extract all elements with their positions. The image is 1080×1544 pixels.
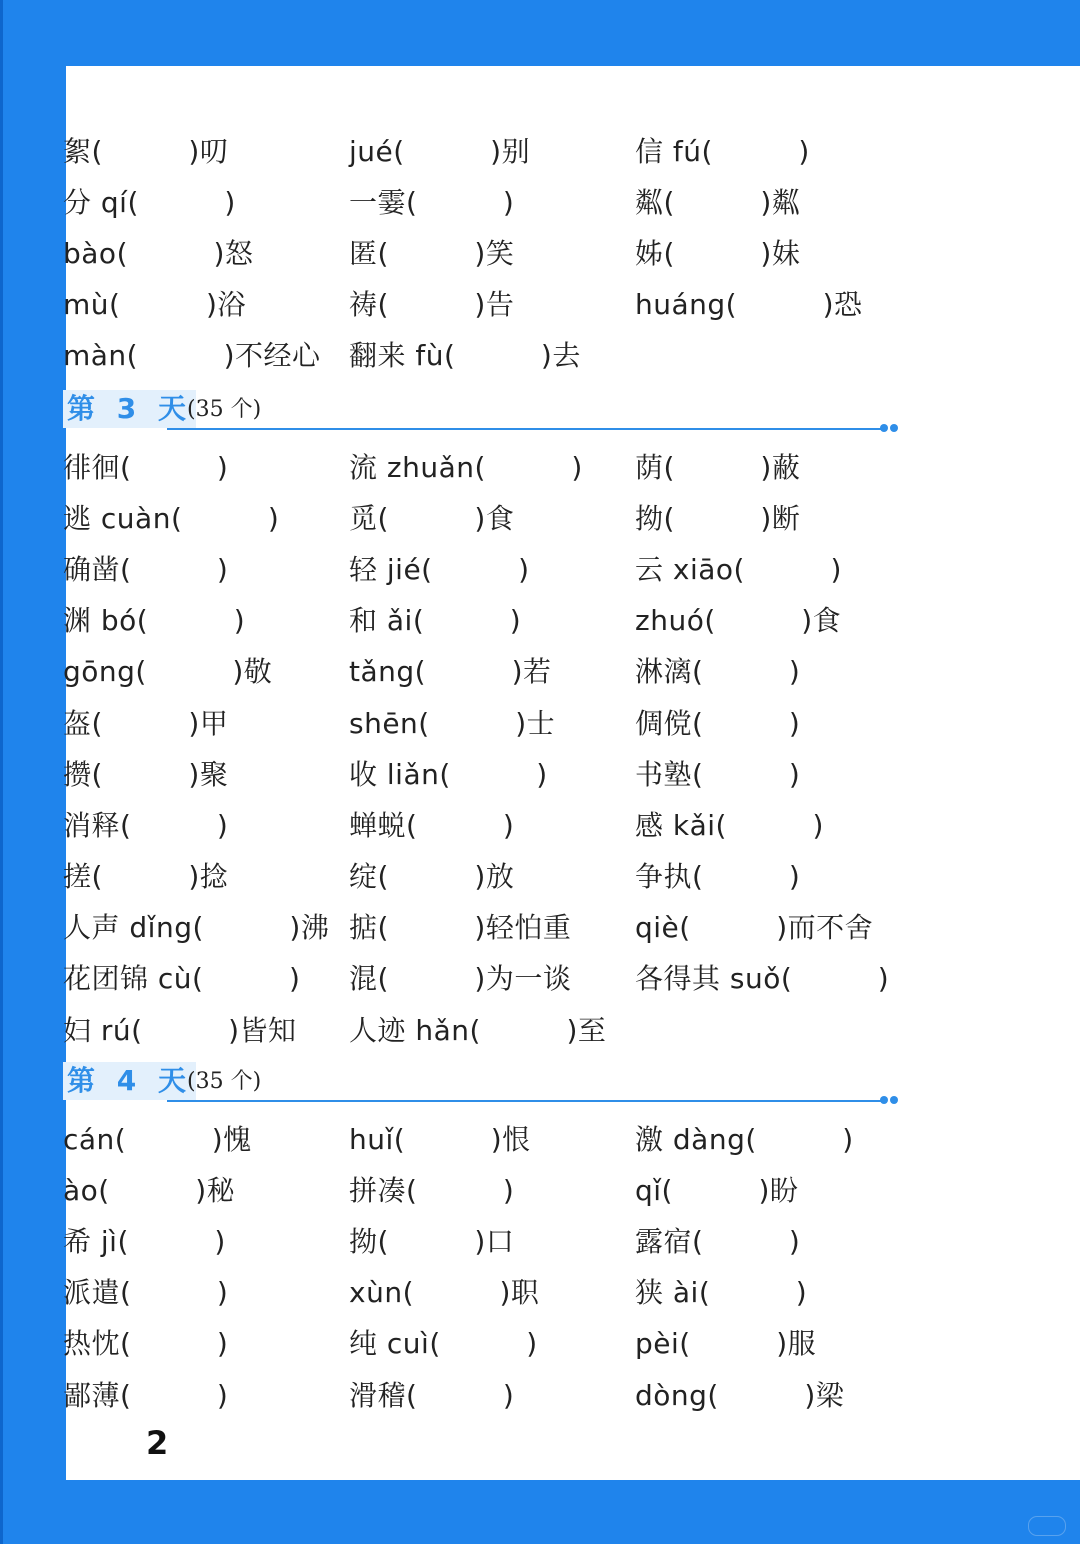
word-item: 露宿( ) <box>635 1224 801 1258</box>
word-row <box>63 1214 943 1265</box>
word-item: 感 kǎi( ) <box>635 808 824 842</box>
word-item: 各得其 suǒ( ) <box>635 962 890 996</box>
word-row <box>63 491 943 542</box>
word-item: qǐ( )盼 <box>635 1173 799 1207</box>
word-item: 云 xiāo( ) <box>635 552 842 586</box>
word-grid-day3 <box>63 440 943 1054</box>
word-item: ào( )秘 <box>63 1173 236 1207</box>
word-item: 纯 cuì( ) <box>349 1327 538 1361</box>
word-item: 和 ǎi( ) <box>349 604 522 638</box>
word-item: 渊 bó( ) <box>63 604 246 638</box>
word-item: 人声 dǐng( )沸 <box>63 911 330 945</box>
word-row <box>63 952 943 1003</box>
word-item: 拗( )断 <box>635 501 801 535</box>
word-item: zhuó( )食 <box>635 604 842 638</box>
word-grid-continued <box>63 124 943 380</box>
section-count: (35 个) <box>187 1069 262 1094</box>
word-item: 拗( )口 <box>349 1224 515 1258</box>
word-item: jué( )别 <box>349 134 531 168</box>
word-item: shēn( )士 <box>349 706 556 740</box>
word-item: 花团锦 cù( ) <box>63 962 301 996</box>
word-item: 绽( )放 <box>349 860 515 894</box>
word-item: 消释( ) <box>63 808 229 842</box>
word-row <box>63 594 943 645</box>
word-item: 鄙薄( ) <box>63 1378 229 1412</box>
word-item: 搓( )捻 <box>63 860 229 894</box>
word-row <box>63 278 943 329</box>
word-item: 粼( )粼 <box>635 185 801 219</box>
word-item: xùn( )职 <box>349 1276 540 1310</box>
word-item: 滑稽( ) <box>349 1378 515 1412</box>
word-item: 攒( )聚 <box>63 757 229 791</box>
word-item: qiè( )而不舍 <box>635 911 874 945</box>
divider-dots-icon <box>880 1096 900 1106</box>
word-item: 一霎( ) <box>349 185 515 219</box>
word-item: 确凿( ) <box>63 552 229 586</box>
word-item: dòng( )梁 <box>635 1378 845 1412</box>
word-item: 倜傥( ) <box>635 706 801 740</box>
word-row <box>63 440 943 491</box>
word-row <box>63 1112 943 1163</box>
word-item: huáng( )恐 <box>635 288 863 322</box>
word-item: 流 zhuǎn( ) <box>349 450 583 484</box>
word-item: 人迹 hǎn( )至 <box>349 1013 607 1047</box>
word-item: gōng( )敬 <box>63 655 273 689</box>
word-item: mù( )浴 <box>63 288 246 322</box>
section-divider <box>167 428 886 430</box>
word-item: huǐ( )恨 <box>349 1122 531 1156</box>
word-item: 书塾( ) <box>635 757 801 791</box>
word-row <box>63 696 943 747</box>
word-grid-day4 <box>63 1112 943 1419</box>
word-item: 絮( )叨 <box>63 134 229 168</box>
divider-dots-icon <box>880 424 900 434</box>
word-row <box>63 645 943 696</box>
word-row <box>63 850 943 901</box>
word-item: 祷( )告 <box>349 288 515 322</box>
word-item: 激 dàng( ) <box>635 1122 854 1156</box>
word-item: 分 qí( ) <box>63 185 236 219</box>
section-title: 第 4 天 <box>63 1062 196 1100</box>
word-item: cán( )愧 <box>63 1122 252 1156</box>
word-item: 混( )为一谈 <box>349 962 572 996</box>
word-row <box>63 1368 943 1419</box>
word-item: 狭 ài( ) <box>635 1276 808 1310</box>
watermark-badge <box>1028 1516 1066 1536</box>
word-item: 信 fú( ) <box>635 134 810 168</box>
section-divider <box>167 1100 886 1102</box>
word-row <box>63 329 943 380</box>
word-item: 争执( ) <box>635 860 801 894</box>
word-item: 妇 rú( )皆知 <box>63 1013 297 1047</box>
section-header-day4 <box>63 1062 886 1102</box>
word-item: 希 jì( ) <box>63 1224 226 1258</box>
word-item: 掂( )轻怕重 <box>349 911 572 945</box>
word-item: bào( )怒 <box>63 236 254 270</box>
word-item: 逃 cuàn( ) <box>63 501 280 535</box>
word-row <box>63 1266 943 1317</box>
word-row <box>63 1003 943 1054</box>
word-item: 荫( )蔽 <box>635 450 801 484</box>
word-item: 翻来 fù( )去 <box>349 339 581 373</box>
word-row <box>63 901 943 952</box>
word-item: tǎng( )若 <box>349 655 552 689</box>
word-item: 姊( )妹 <box>635 236 801 270</box>
word-item: 蝉蜕( ) <box>349 808 515 842</box>
section-title: 第 3 天 <box>63 390 196 428</box>
word-item: 热忱( ) <box>63 1327 229 1361</box>
section-header-day3 <box>63 390 886 430</box>
word-row <box>63 542 943 593</box>
word-item: pèi( )服 <box>635 1327 817 1361</box>
word-item: 淋漓( ) <box>635 655 801 689</box>
word-item: 收 liǎn( ) <box>349 757 548 791</box>
word-item: 觅( )食 <box>349 501 515 535</box>
frame-edge <box>0 0 3 1544</box>
word-row <box>63 1317 943 1368</box>
word-item: 徘徊( ) <box>63 450 229 484</box>
word-item: 匿( )笑 <box>349 236 515 270</box>
word-row <box>63 175 943 226</box>
page-number: 2 <box>146 1424 169 1462</box>
word-row <box>63 798 943 849</box>
word-item: màn( )不经心 <box>63 339 321 373</box>
word-item: 盔( )甲 <box>63 706 229 740</box>
section-count: (35 个) <box>187 397 262 422</box>
word-row <box>63 747 943 798</box>
word-item: 拼凑( ) <box>349 1173 515 1207</box>
word-row <box>63 1163 943 1214</box>
word-row <box>63 124 943 175</box>
word-item: 派遣( ) <box>63 1276 229 1310</box>
word-row <box>63 226 943 277</box>
word-item: 轻 jié( ) <box>349 552 530 586</box>
